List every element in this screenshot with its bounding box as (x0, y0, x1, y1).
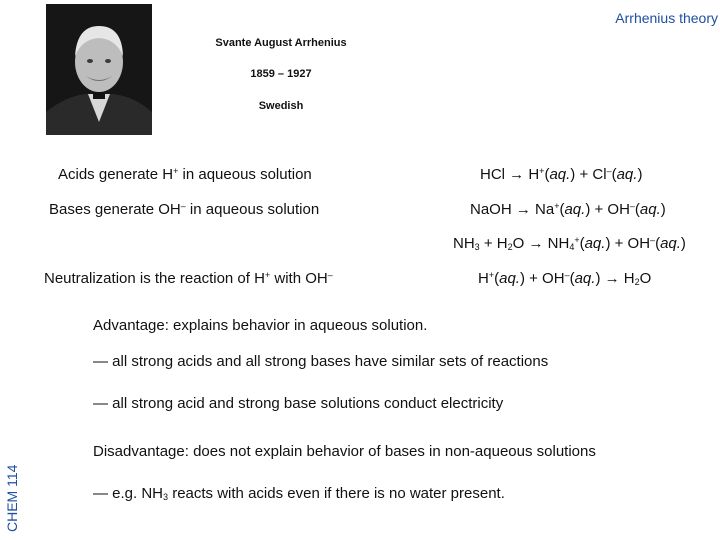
advantage-text: Advantage: explains behavior in aqueous solution. (93, 317, 428, 334)
statement-neutralization: Neutralization is the reaction of H+ with OH– (44, 270, 333, 287)
advantage-point-2: — all strong acid and strong base solutions conduct electricity (93, 395, 504, 412)
advantage-point-1: — all strong acids and all strong bases have similar sets of reactions (93, 353, 549, 370)
portrait-image (46, 4, 152, 135)
scientist-name: Svante August Arrhenius (215, 37, 347, 49)
disadvantage-point-1: — e.g. $NH_3$ reacts with acids even if there is no water present. (93, 485, 505, 502)
statement-bases: Bases generate OH– in aqueous solution (49, 201, 320, 218)
portrait-photo (46, 4, 152, 135)
scientist-nationality: Swedish (258, 100, 304, 112)
disadvantage-text: Disadvantage: does not explain behavior of bases in non-aqueous solutions (93, 443, 596, 460)
course-label: CHEM 114 (4, 464, 20, 532)
equation-neutralization: $H^+(aq.) + OH^-(aq.) \to H_2O$ (478, 270, 652, 287)
scientist-years: 1859 – 1927 (250, 68, 312, 80)
equation-hcl: HCl → H+(aq.) + Cl–(aq.) (480, 166, 643, 183)
equation-nh3: $NH_3 + H_2O \to NH_4^+(aq.) + OH^-(aq.)$ (453, 235, 686, 252)
statement-acids: Acids generate H+ in aqueous solution (58, 166, 312, 183)
slide-title: Arrhenius theory (615, 10, 718, 26)
equation-naoh: NaOH → Na+(aq.) + OH–(aq.) (470, 201, 666, 218)
